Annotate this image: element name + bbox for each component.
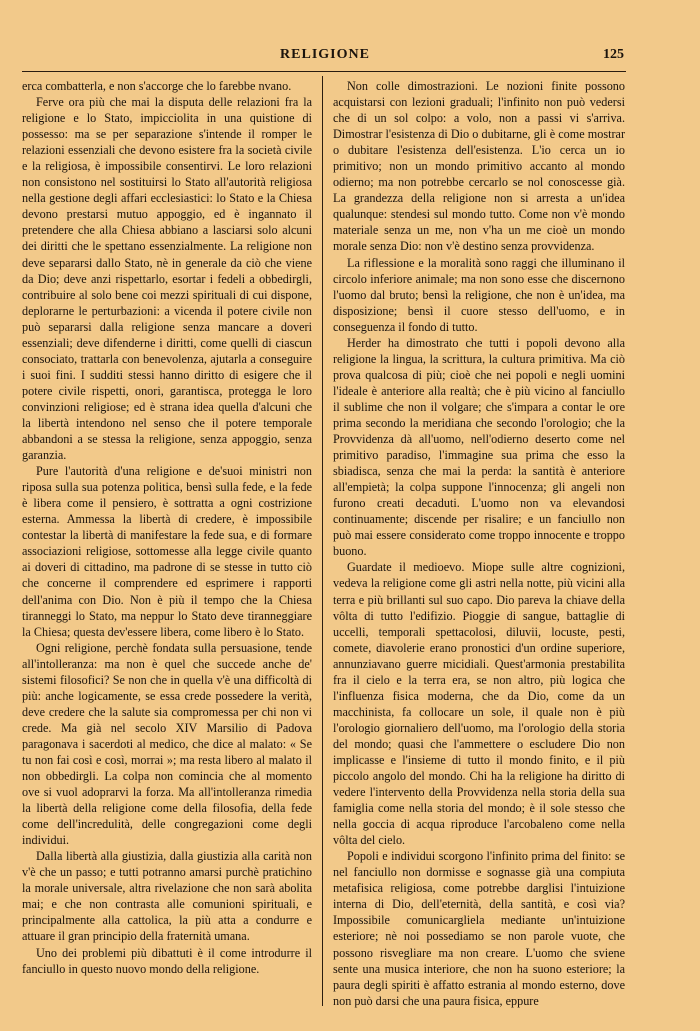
column-divider: [322, 76, 323, 1006]
left-column: [22, 78, 312, 977]
paragraph: Uno dei problemi più dibattuti è il come introdurre il fanciullo in questo nuovo mondo della religione.: [22, 945, 312, 976]
header-rule: [22, 71, 626, 72]
paragraph: Popoli e individui scorgono l'infinito prima del finito: se nel fanciullo non dormisse e sognasse già una compiuta metafisica religiosa, come potrebbe darglisi l'intuizione interna di Dio, dell'eternità, della santità, e così via? Impossibile comunicargliela mediante un'intuizione esteriore; nè noi possediamo se non parole vuote, che possono risvegliare ma non creare. L'uomo che sviene sente una musica interiore, che non ha suono esteriore; la paura degli spiriti è affatto estrania al mondo esterno, dove non può darsi che una paura fisica, eppure: [333, 849, 625, 1008]
running-title: RELIGIONE: [280, 47, 370, 62]
paragraph: Non colle dimostrazioni. Le nozioni finite possono acquistarsi con lezioni graduali; l'infinito non può vedersi che di un sol colpo: a volo, non a passi vi s'arriva. Dimostrar l'esistenza di Dio o dubitarne, gli è come mostrar o dubitare l'esistenza dell'esistenza. L'io cerca un io primitivo; non un mondo primitivo accanto al mondo odierno; ma non potrebbe cercarlo se nol conoscesse già. La grandezza della religione non si arresta a un'idea qualunque: stendesi sul mondo tutto. Come non v'è mondo materiale senza un me, non v'ha un me cioè un mondo morale senza Dio: non v'è destino senza provvidenza.: [333, 79, 625, 254]
right-column: [333, 78, 625, 1009]
paragraph: Ogni religione, perchè fondata sulla persuasione, tende all'intolleranza: ma non è quel che succede anche de' sistemi filosofici? Se non che in quella v'è una difficoltà di più: anche logicamente, se essa crede possedere la verità, deve credere che la salute sia compromessa per chi non vi crede. Ma già nel secolo XIV Marsilio di Padova paragonava i sacerdoti al medico, che dice al malato: « Se tu non fai così e così, morrai »; ma resta libero al malato il non obbedirgli. La colpa non comincia che al momento ove si vuol adoprarvi la forza. Ma all'intolleranza rimedia la libertà della religione come della filosofia, della fede come dell'incredulità, delle congregazioni come degli individui.: [22, 640, 312, 848]
paragraph: Herder ha dimostrato che tutti i popoli devono alla religione la lingua, la scrittura, la cultura primitiva. Ma ciò prova qualcosa di più; cioè che nei popoli e negli uomini l'ideale è anteriore alla realtà; che è più vicino al fanciullo il sublime che non il volgare; che s'impara a contar le ore prima secondo la meridiana che secondo l'orologio; che la Provvidenza dà all'uomo, nell'odierno deserto come nel primitivo paradiso, l'immagine sua prima che esso la sbiadisca, senza che mai la perda: la santità è anteriore all'empietà; la colpa suppone l'innocenza; gli angeli non furono creati decaduti. L'uomo non va elevandosi continuamente; discende per risalire; e un fanciullo non può mai essere considerato come troppo innocente e troppo buono.: [333, 335, 625, 559]
paragraph: La riflessione e la moralità sono raggi che illuminano il circolo inferiore animale; ma non sono esse che discernono l'uomo dal bruto; bensì la religione, che non è un'idea, ma disposizione; bensì il cuore stesso dell'uomo, e in conseguenza il fondo di tutto.: [333, 255, 625, 334]
paragraph: Ferve ora più che mai la disputa delle relazioni fra la religione e lo Stato, impicciolita in una quistione di possesso: ma se per separazione s'intende il romper le relazioni essenziali che devono esistere fra la società civile e la religiosa, è impossibile consentirvi. Le loro relazioni non consistono nel sostituirsi lo Stato all'autorità religiosa nella gestione degli affari ecclesiastici: lo Stato e la Chiesa devono prestarsi mutuo appoggio, ed è ingannato il pretendere che alla Chiesa abbiano a lasciarsi solo alcuni dei diritti che le spettano essenzialmente. La religione non deve separarsi dallo Stato, nè in generale da ciò che viene da Dio; deve anzi rispettarlo, esortar i fedeli a obbedirgli, contribuire al solo bene coi mezzi spirituali di cui dispone, deplorarne le perturbazioni: a vicenda il potere civile non può separarsi dalla religione senza mancare a doveri essenziali; deve difenderne i diritti, come quelli di ciascun consociato, trattarla con benevolenza, ajutarla a conseguire i suoi fini. I sudditi stessi hanno diritto di esigere che il potere civile rispetti, onori, garantisca, protegga le loro convinzioni religiose; ed è strana idea quella d'alcuni che la libertà intendono nel senso che il potere temporale abbandoni a se stessa la religione, senza appoggio, senza garanzia.: [22, 95, 312, 463]
paragraph: Dalla libertà alla giustizia, dalla giustizia alla carità non v'è che un passo; e tutti potranno amarsi purchè pratichino la morale universale, altra rivelazione che non sarà abolita mai; e che non contrasta alle comunioni spirituali, e principalmente alla cattolica, la più atta a condurre e attuare il gran principio della fraternità umana.: [22, 849, 312, 944]
paragraph: erca combatterla, e non s'accorge che lo farebbe nvano.: [22, 79, 292, 93]
running-header: [26, 47, 624, 67]
paragraph: Guardate il medioevo. Miope sulle altre cognizioni, vedeva la religione come gli astri nella notte, più vicini alla terra e più brillanti sul suo capo. Dio pareva la chiave della vôlta di tutto l'edifizio. Pioggie di sangue, battaglie di uccelli, temporali spettacolosi, diluvii, locuste, pesti, comete, diavolerie erano pronostici d'un ordine superiore, annunziavano guerre micidiali. Quest'armonia prestabilita fra il cielo e la terra era, se non altro, più logica che l'influenza fisica moderna, che da Dio, come da un macchinista, fa collocare un sole, il quale non è più l'orologio giornaliero dell'uomo, ma l'orologio della storia del mondo; quasi che l'ammettere o escludere Dio non implicasse e l'insieme di tutto il mondo finito, e il più piccolo angolo del mondo. Chi ha la religione ha diritto di vedere l'intervento della Provvidenza nella storia della sua famiglia come nella storia del mondo; è il sole stesso che nella goccia di acqua riproduce l'arcobaleno come nella vôlta del cielo.: [333, 560, 625, 848]
page-number: 125: [603, 47, 624, 62]
paragraph: Pure l'autorità d'una religione e de'suoi ministri non riposa sulla sua potenza politica, bensì sulla fede, e la fede è libera come il pensiero, è sottratta a ogni costrizione esterna. Ammessa la libertà di credere, è impossibile contestar la libertà di manifestare la fede sua, e di formare associazioni religiose, sottomesse alla legge civile quanto ai doveri di cittadino, ma padrone di se stesse in tutto ciò che concerne il comprendere ed esprimere i rapporti dell'anima con Dio. Non è più il tempo che la Chiesa tiranneggi lo Stato, ma neppur lo Stato deve tiranneggiare la Chiesa; questa dev'essere libera, come libero è lo Stato.: [22, 464, 312, 639]
